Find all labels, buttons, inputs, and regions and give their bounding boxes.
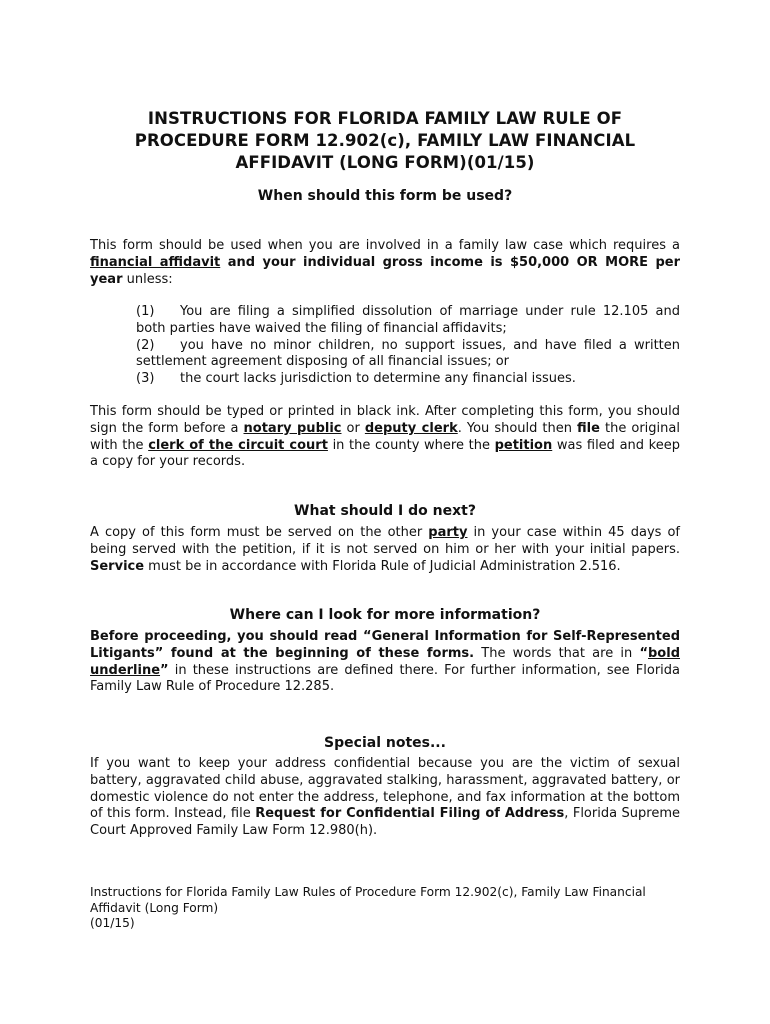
term-deputy-clerk: deputy clerk [364,420,458,436]
text: , Florida Supreme Court Approved Family Law Form 12.980(h). [90,806,681,839]
term-bold-underline: bold underline [90,645,680,678]
page-title [90,108,680,174]
heading-special-notes: Special notes... [324,735,446,751]
page-footer [90,885,680,932]
bold-request-confidential-filing: Request for Confidential Filing of Address [255,806,565,822]
term-financial-affidavit: financial affidavit [90,254,221,270]
text: If you want to keep your address confidential because you are the victim of sexual battery, aggravated child abuse, aggravated stalking, harassment, aggravated battery, or domestic violence do not enter the address, telephone, and fax information at the bottom of this form. Instead, file [90,756,680,822]
text: or [341,420,365,436]
title-line-2: PROCEDURE FORM 12.902(c), FAMILY LAW FINANCIAL [134,131,636,150]
list-item [136,371,680,388]
list-item-number: (1) [136,304,155,319]
exceptions-list [136,304,680,388]
heading-what-next: What should I do next? [294,503,476,519]
text: This form should be used when you are involved in a family law case which requires a [90,238,680,253]
footer-line-1: Instructions for Florida Family Law Rules of Procedure Form 12.902(c), Family Law Financial [90,885,646,899]
text: in these instructions are defined there. For further information, see Florida Family Law Rule of Procedure 12.285. [90,662,680,695]
bold-file: file [577,420,600,436]
list-item [136,338,680,372]
text: must be in accordance with Florida Rule of Judicial Administration 2.516. [144,558,621,574]
footer-line-3: (01/15) [90,916,135,930]
text: in your case within 45 days of being served with the petition, if it is not served on him or her with your initial papers. [90,525,680,557]
paragraph-special-notes [90,756,680,840]
bold-text: Before proceeding, you should read “General Information for Self-Represented Litigants” found at the beginning of these forms. [90,629,680,661]
term-petition: petition [494,437,553,453]
text: A copy of this form must be served on the other [90,525,429,540]
text: unless: [122,271,173,287]
text: was filed and keep a copy for your records. [90,437,680,470]
paragraph-when-used [90,238,680,288]
heading-when-used: When should this form be used? [257,188,513,204]
list-item-text: you have no minor children, no support issues, and have filed a written settlement agreement disposing of all financial issues; or [136,337,680,370]
term-clerk-of-circuit-court: clerk of the circuit court [148,437,328,453]
bold-service: Service [90,558,145,574]
paragraph-more-information [90,629,680,696]
list-item-text: You are filing a simplified dissolution of marriage under rule 12.105 and both parties have waived the filing of financial affidavits; [136,304,680,336]
bold-quote-open: “ [639,645,648,661]
list-item [136,304,680,338]
bold-quote-close: ” [160,662,169,678]
list-item-text: the court lacks jurisdiction to determine any financial issues. [180,371,576,387]
heading-more-information: Where can I look for more information? [229,607,541,623]
text: This form should be typed or printed in black ink. After completing this form, you should sign the form before a [90,404,680,436]
list-item-number: (2) [136,337,155,353]
paragraph-ink-and-filing [90,404,680,471]
footer-line-2: Affidavit (Long Form) [90,900,219,915]
list-item-number: (3) [136,371,155,387]
text: . You should then [457,420,578,436]
title-line-1: INSTRUCTIONS FOR FLORIDA FAMILY LAW RULE OF [147,109,623,128]
text: The words that are in [474,645,640,661]
bold-text: and your individual gross income is $50,000 OR MORE per year [90,254,680,287]
term-party: party [428,525,468,540]
title-line-3: AFFIDAVIT (LONG FORM)(01/15) [235,153,535,172]
term-notary-public: notary public [243,420,342,436]
text: the original with the [90,420,680,453]
paragraph-what-next [90,525,680,575]
text: in the county where the [327,437,495,453]
